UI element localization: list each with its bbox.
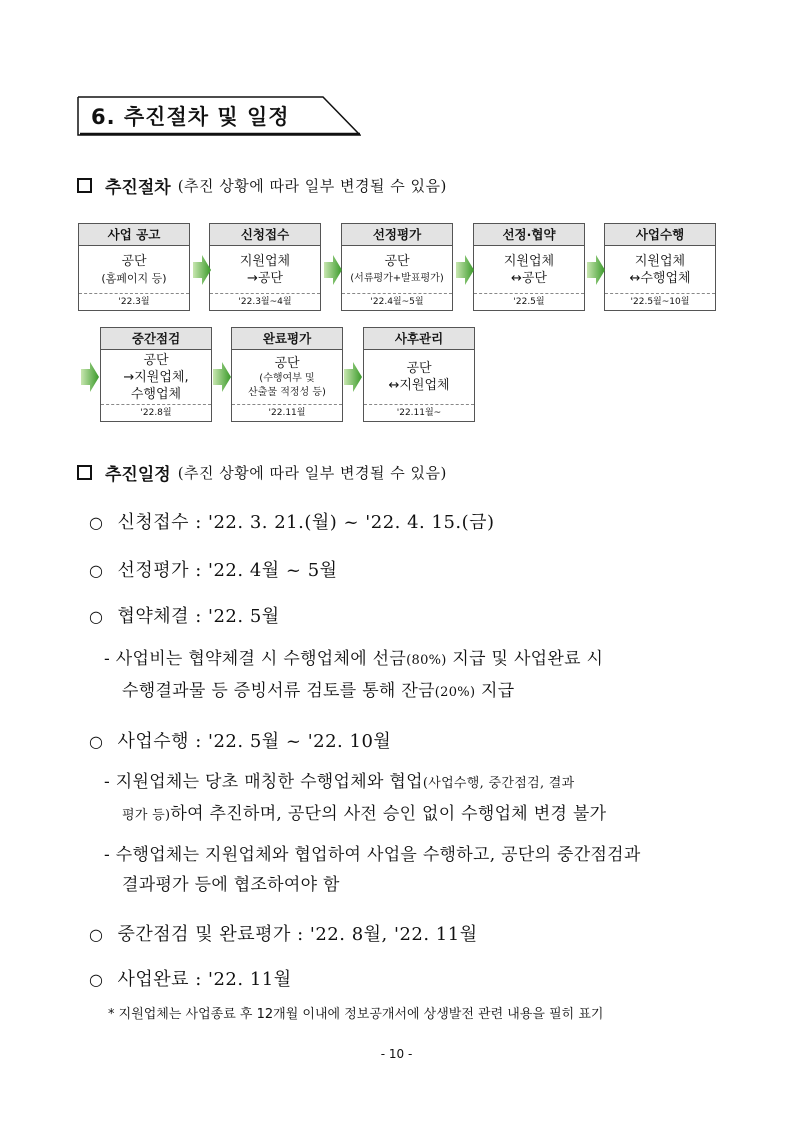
step-announcement (78, 223, 190, 311)
arrow-right-icon (213, 362, 231, 392)
bullet-circle-icon: ○ (89, 561, 104, 580)
schedule-item (89, 556, 338, 582)
detail-collaboration (104, 767, 606, 831)
step-name: 선정·협약 (474, 224, 584, 246)
step-name: 사업수행 (605, 224, 715, 246)
section-title: 6. 추진절차 및 일정 (91, 105, 290, 129)
detail-text: - 사업비는 협약체결 시 수행업체에 선금 (104, 649, 407, 669)
step-line1: 공단 (121, 253, 147, 269)
detail-text: 수행결과물 등 증빙서류 검토를 통해 잔금 (122, 681, 435, 701)
step-name: 완료평가 (232, 328, 342, 350)
procedure-header (77, 173, 447, 198)
step-line2: (서류평가+발표평가) (350, 272, 444, 284)
schedule-item-text: 사업완료 : '22. 11월 (117, 969, 292, 990)
step-line3: 산출물 적정성 등) (248, 386, 326, 398)
step-line2: (수행여부 및 (259, 372, 315, 384)
checkbox-square-icon (77, 465, 92, 480)
step-line2: →공단 (246, 270, 283, 286)
detail-text: 결과평가 등에 협조하여야 함 (122, 875, 340, 895)
step-line1: 지원업체 (634, 253, 686, 269)
step-agreement (473, 223, 585, 311)
detail-text: 지급 및 사업완료 시 (446, 649, 604, 669)
step-application (209, 223, 321, 311)
detail-contract-payment (104, 644, 603, 708)
detail-text-small: (80%) (406, 653, 447, 668)
step-line3: 수행업체 (130, 386, 182, 402)
schedule-item (89, 727, 391, 753)
step-name: 사업 공고 (79, 224, 189, 246)
step-line1: 공단 (384, 253, 410, 269)
step-line2: (홈페이지 등) (101, 271, 167, 285)
step-follow-up (363, 327, 475, 422)
step-date: '22.8월 (140, 408, 172, 418)
step-line1: 지원업체 (239, 253, 291, 269)
bullet-circle-icon: ○ (89, 607, 104, 626)
bullet-circle-icon: ○ (89, 925, 104, 944)
bullet-circle-icon: ○ (89, 970, 104, 989)
arrow-right-icon (587, 255, 605, 285)
procedure-title: 추진절차 (105, 178, 171, 198)
detail-text: 하여 추진하며, 공단의 사전 승인 없이 수행업체 변경 불가 (170, 804, 607, 824)
step-evaluation (341, 223, 453, 311)
step-name: 중간점검 (101, 328, 211, 350)
schedule-header (77, 460, 447, 485)
schedule-item-text: 신청접수 : '22. 3. 21.(월) ~ '22. 4. 15.(금) (117, 512, 495, 533)
step-line2: ↔지원업체 (388, 378, 450, 393)
step-completion-eval (231, 327, 343, 422)
detail-text-small: (사업수행, 중간점검, 결과 (422, 776, 575, 791)
arrow-right-icon (81, 362, 99, 392)
step-name: 사후관리 (364, 328, 474, 350)
page-number: - 10 - (380, 1047, 413, 1061)
schedule-item (89, 602, 280, 628)
schedule-item-text: 협약체결 : '22. 5월 (117, 606, 280, 627)
footnote: * 지원업체는 사업종료 후 12개월 이내에 정보공개서에 상생발전 관련 내용을 필히 표기 (108, 1007, 604, 1022)
step-date: '22.5월~10월 (630, 297, 690, 307)
step-line1: 공단 (406, 361, 432, 376)
schedule-item-text: 중간점검 및 완료평가 : '22. 8월, '22. 11월 (117, 924, 478, 945)
detail-text: 지급 (475, 681, 515, 701)
step-date: '22.3월 (118, 297, 150, 307)
detail-text-small: (20%) (434, 685, 476, 700)
bullet-circle-icon: ○ (89, 732, 104, 751)
step-interim-check (100, 327, 212, 422)
arrow-right-icon (324, 255, 342, 285)
schedule-item (89, 965, 292, 991)
step-line1: 지원업체 (503, 253, 555, 269)
arrow-right-icon (456, 255, 474, 285)
detail-text-small: 평가 등) (122, 808, 171, 823)
step-line2: ↔공단 (510, 270, 547, 286)
step-date: '22.11월~ (396, 408, 442, 418)
step-line1: 공단 (143, 352, 169, 368)
step-date: '22.3월~4월 (238, 297, 292, 307)
step-execution (604, 223, 716, 311)
schedule-item-text: 사업수행 : '22. 5월 ~ '22. 10월 (117, 731, 392, 752)
detail-contractor-duty (104, 840, 641, 900)
step-line2: →지원업체, (123, 369, 189, 385)
schedule-item (89, 508, 495, 534)
step-date: '22.4월~5월 (370, 297, 424, 307)
detail-text: - 수행업체는 지원업체와 협업하여 사업을 수행하고, 공단의 중간점검과 (104, 845, 641, 865)
arrow-right-icon (193, 255, 211, 285)
step-date: '22.5월 (513, 297, 545, 307)
bullet-circle-icon: ○ (89, 513, 104, 532)
schedule-note: (추진 상황에 따라 일부 변경될 수 있음) (177, 464, 447, 482)
step-line1: 공단 (274, 355, 300, 371)
procedure-note: (추진 상황에 따라 일부 변경될 수 있음) (177, 177, 447, 195)
schedule-title: 추진일정 (105, 465, 171, 485)
arrow-right-icon (344, 362, 362, 392)
step-date: '22.11월 (268, 408, 306, 418)
schedule-item-text: 선정평가 : '22. 4월 ~ 5월 (117, 560, 338, 581)
schedule-item (89, 920, 478, 946)
section-title-box (77, 96, 361, 136)
step-line2: ↔수행업체 (629, 270, 691, 286)
checkbox-square-icon (77, 178, 92, 193)
detail-text: - 지원업체는 당초 매칭한 수행업체와 협업 (104, 772, 423, 792)
step-name: 신청접수 (210, 224, 320, 246)
step-name: 선정평가 (342, 224, 452, 246)
